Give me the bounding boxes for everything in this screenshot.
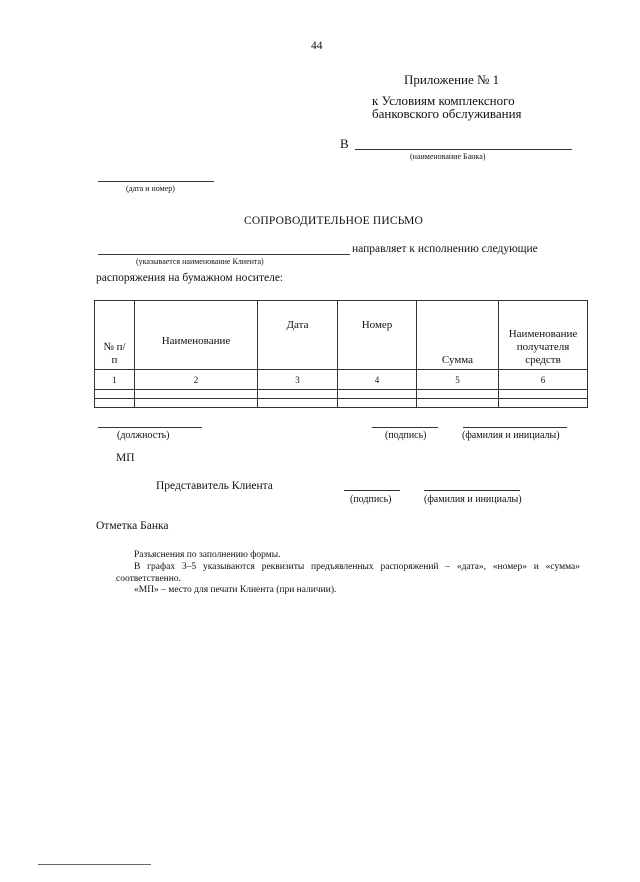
col-header-date: Дата bbox=[258, 301, 338, 370]
date-number-hint: (дата и номер) bbox=[126, 184, 175, 193]
table-cell bbox=[258, 399, 338, 408]
col-header-number-doc: Номер bbox=[338, 301, 417, 370]
addressee-prefix: В bbox=[340, 136, 349, 151]
table-header-row bbox=[95, 301, 588, 370]
rep-signature-hint: (подпись) bbox=[350, 494, 392, 505]
sends-text: направляет к исполнению следующие bbox=[352, 243, 538, 255]
representative-label: Представитель Клиента bbox=[156, 480, 273, 492]
table-cell bbox=[417, 390, 499, 399]
signature-hint: (подпись) bbox=[385, 430, 427, 441]
footnote-separator bbox=[38, 864, 151, 865]
notes-line-1: В графах 3–5 указываются реквизиты предъявленных распоряжений – «дата», «номер» и «сумма» bbox=[134, 562, 580, 572]
index-cell: 6 bbox=[499, 370, 588, 390]
client-name-hint: (указывается наименование Клиента) bbox=[136, 257, 264, 266]
doc-title: СОПРОВОДИТЕЛЬНОЕ ПИСЬМО bbox=[244, 215, 424, 227]
table-cell bbox=[499, 390, 588, 399]
index-cell: 5 bbox=[417, 370, 499, 390]
col-header-sum: Сумма bbox=[417, 301, 499, 370]
rep-signature-line bbox=[344, 490, 400, 491]
date-number-line bbox=[98, 181, 214, 182]
table-cell bbox=[95, 390, 135, 399]
rep-name-line bbox=[424, 490, 520, 491]
table-cell bbox=[499, 399, 588, 408]
index-cell: 2 bbox=[135, 370, 258, 390]
index-cell: 3 bbox=[258, 370, 338, 390]
client-name-line bbox=[98, 254, 350, 255]
name-line bbox=[463, 427, 567, 428]
table-cell bbox=[135, 390, 258, 399]
table-cell bbox=[338, 390, 417, 399]
table-row bbox=[95, 399, 588, 408]
bank-mark: Отметка Банка bbox=[96, 520, 169, 532]
rep-name-hint: (фамилия и инициалы) bbox=[424, 494, 522, 505]
table-cell bbox=[338, 399, 417, 408]
table-cell bbox=[417, 399, 499, 408]
table-row bbox=[95, 390, 588, 399]
page-number: 44 bbox=[311, 40, 323, 52]
index-cell: 4 bbox=[338, 370, 417, 390]
orders-table bbox=[94, 300, 588, 408]
signature-line bbox=[372, 427, 438, 428]
col-header-number: № п/п bbox=[95, 301, 135, 370]
table-cell bbox=[135, 399, 258, 408]
col-header-name: Наименование bbox=[135, 301, 258, 370]
table-cell bbox=[95, 399, 135, 408]
table-index-row bbox=[95, 370, 588, 390]
index-cell: 1 bbox=[95, 370, 135, 390]
bank-name-hint: (наименование Банка) bbox=[410, 152, 486, 161]
col-header-recipient: Наименование получателя средств bbox=[499, 301, 588, 370]
notes-title: Разъяснения по заполнению формы. bbox=[134, 550, 281, 560]
appendix-title: Приложение № 1 bbox=[404, 72, 500, 87]
notes-line-2: соответственно. bbox=[116, 574, 181, 584]
appendix-line-1: к Условиям комплексного bbox=[372, 93, 515, 108]
position-line bbox=[98, 427, 202, 428]
notes-line-3: «МП» – место для печати Клиента (при наличии). bbox=[134, 585, 337, 595]
table-cell bbox=[258, 390, 338, 399]
bank-name-line bbox=[355, 149, 572, 150]
orders-text: распоряжения на бумажном носителе: bbox=[96, 272, 284, 284]
position-hint: (должность) bbox=[117, 430, 170, 441]
stamp-label: МП bbox=[116, 452, 135, 464]
name-hint: (фамилия и инициалы) bbox=[462, 430, 560, 441]
appendix-line-2: банковского обслуживания bbox=[372, 106, 522, 121]
